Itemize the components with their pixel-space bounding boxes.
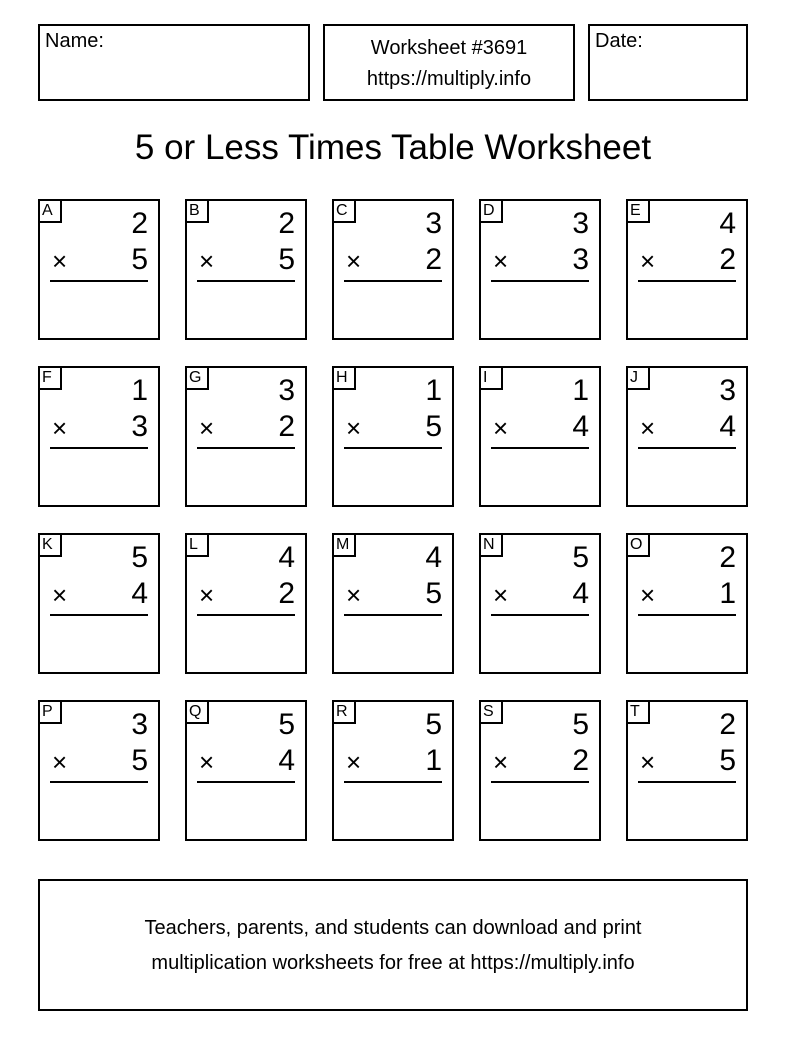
problem-label: N: [481, 535, 503, 557]
problem-card-q: [185, 700, 307, 841]
footer-text-line-2: multiplication worksheets for free at https://multiply.info: [151, 952, 635, 974]
problem-label: C: [334, 201, 356, 223]
multiply-sign: ×: [52, 413, 68, 443]
bottom-factor: 5: [131, 744, 148, 777]
problem-card-c: [332, 199, 454, 340]
top-factor: 3: [278, 374, 295, 407]
answer-line: [638, 781, 736, 783]
worksheet-url: https://multiply.info: [366, 68, 532, 90]
multiply-sign: ×: [493, 246, 509, 276]
problem-card-r: [332, 700, 454, 841]
problem-label: J: [628, 368, 650, 390]
problem-card-g: [185, 366, 307, 507]
answer-line: [344, 280, 442, 282]
bottom-factor: 2: [278, 577, 295, 610]
bottom-factor: 2: [572, 744, 589, 777]
top-factor: 2: [131, 207, 148, 240]
problem-card-t: [626, 700, 748, 841]
multiply-sign: ×: [640, 747, 656, 777]
problem-card-d: [479, 199, 601, 340]
bottom-factor: 5: [278, 243, 295, 276]
bottom-factor: 5: [719, 744, 736, 777]
name-label: Name:: [45, 30, 104, 52]
problem-label: L: [187, 535, 209, 557]
multiply-sign: ×: [199, 580, 215, 610]
problem-label: E: [628, 201, 650, 223]
answer-line: [50, 781, 148, 783]
bottom-factor: 5: [425, 577, 442, 610]
top-factor: 3: [572, 207, 589, 240]
problem-label: I: [481, 368, 503, 390]
bottom-factor: 4: [131, 577, 148, 610]
multiply-sign: ×: [493, 580, 509, 610]
top-factor: 1: [572, 374, 589, 407]
answer-line: [491, 781, 589, 783]
multiply-sign: ×: [52, 580, 68, 610]
top-factor: 5: [425, 708, 442, 741]
top-factor: 1: [425, 374, 442, 407]
multiply-sign: ×: [640, 246, 656, 276]
problem-card-m: [332, 533, 454, 674]
top-factor: 4: [719, 207, 736, 240]
date-field-box: [588, 24, 748, 101]
problem-card-a: [38, 199, 160, 340]
multiply-sign: ×: [52, 246, 68, 276]
multiply-sign: ×: [640, 580, 656, 610]
name-field-box: [38, 24, 310, 101]
bottom-factor: 2: [719, 243, 736, 276]
answer-line: [50, 614, 148, 616]
problem-label: F: [40, 368, 62, 390]
bottom-factor: 2: [425, 243, 442, 276]
problem-card-f: [38, 366, 160, 507]
bottom-factor: 3: [572, 243, 589, 276]
multiply-sign: ×: [346, 747, 362, 777]
problem-card-i: [479, 366, 601, 507]
bottom-factor: 4: [572, 410, 589, 443]
bottom-factor: 5: [131, 243, 148, 276]
answer-line: [344, 781, 442, 783]
top-factor: 5: [278, 708, 295, 741]
bottom-factor: 4: [278, 744, 295, 777]
problem-card-p: [38, 700, 160, 841]
top-factor: 4: [425, 541, 442, 574]
multiply-sign: ×: [346, 246, 362, 276]
problem-card-e: [626, 199, 748, 340]
problem-label: M: [334, 535, 356, 557]
problem-label: D: [481, 201, 503, 223]
top-factor: 2: [719, 541, 736, 574]
answer-line: [197, 781, 295, 783]
answer-line: [638, 614, 736, 616]
bottom-factor: 5: [425, 410, 442, 443]
problem-card-b: [185, 199, 307, 340]
problem-card-l: [185, 533, 307, 674]
bottom-factor: 1: [719, 577, 736, 610]
multiply-sign: ×: [493, 413, 509, 443]
problem-label: P: [40, 702, 62, 724]
answer-line: [50, 280, 148, 282]
top-factor: 2: [719, 708, 736, 741]
bottom-factor: 4: [572, 577, 589, 610]
top-factor: 5: [572, 541, 589, 574]
problem-card-h: [332, 366, 454, 507]
footer-text-line-1: Teachers, parents, and students can download and print: [144, 917, 642, 939]
problem-card-k: [38, 533, 160, 674]
answer-line: [344, 614, 442, 616]
answer-line: [344, 447, 442, 449]
answer-line: [491, 447, 589, 449]
multiply-sign: ×: [346, 413, 362, 443]
multiply-sign: ×: [199, 246, 215, 276]
problem-grid: [38, 199, 748, 841]
problem-card-o: [626, 533, 748, 674]
top-factor: 3: [131, 708, 148, 741]
problem-label: B: [187, 201, 209, 223]
problem-label: G: [187, 368, 209, 390]
top-factor: 4: [278, 541, 295, 574]
multiply-sign: ×: [640, 413, 656, 443]
top-factor: 2: [278, 207, 295, 240]
answer-line: [638, 280, 736, 282]
date-label: Date:: [595, 30, 643, 52]
problem-label: Q: [187, 702, 209, 724]
multiply-sign: ×: [199, 747, 215, 777]
top-factor: 5: [131, 541, 148, 574]
problem-label: H: [334, 368, 356, 390]
bottom-factor: 1: [425, 744, 442, 777]
answer-line: [197, 614, 295, 616]
problem-label: S: [481, 702, 503, 724]
bottom-factor: 4: [719, 410, 736, 443]
problem-label: R: [334, 702, 356, 724]
problem-card-n: [479, 533, 601, 674]
problem-label: K: [40, 535, 62, 557]
multiply-sign: ×: [346, 580, 362, 610]
footer-box: [38, 879, 748, 1011]
top-factor: 1: [131, 374, 148, 407]
worksheet-number: Worksheet #3691: [370, 37, 528, 59]
top-factor: 3: [719, 374, 736, 407]
answer-line: [491, 614, 589, 616]
answer-line: [197, 280, 295, 282]
multiply-sign: ×: [493, 747, 509, 777]
problem-label: A: [40, 201, 62, 223]
answer-line: [491, 280, 589, 282]
bottom-factor: 3: [131, 410, 148, 443]
multiply-sign: ×: [52, 747, 68, 777]
bottom-factor: 2: [278, 410, 295, 443]
answer-line: [197, 447, 295, 449]
problem-label: O: [628, 535, 650, 557]
problem-card-j: [626, 366, 748, 507]
problem-card-s: [479, 700, 601, 841]
answer-line: [50, 447, 148, 449]
top-factor: 5: [572, 708, 589, 741]
page-title: 5 or Less Times Table Worksheet: [134, 128, 652, 167]
problem-label: T: [628, 702, 650, 724]
multiply-sign: ×: [199, 413, 215, 443]
worksheet-info-box: [323, 24, 575, 101]
top-factor: 3: [425, 207, 442, 240]
answer-line: [638, 447, 736, 449]
